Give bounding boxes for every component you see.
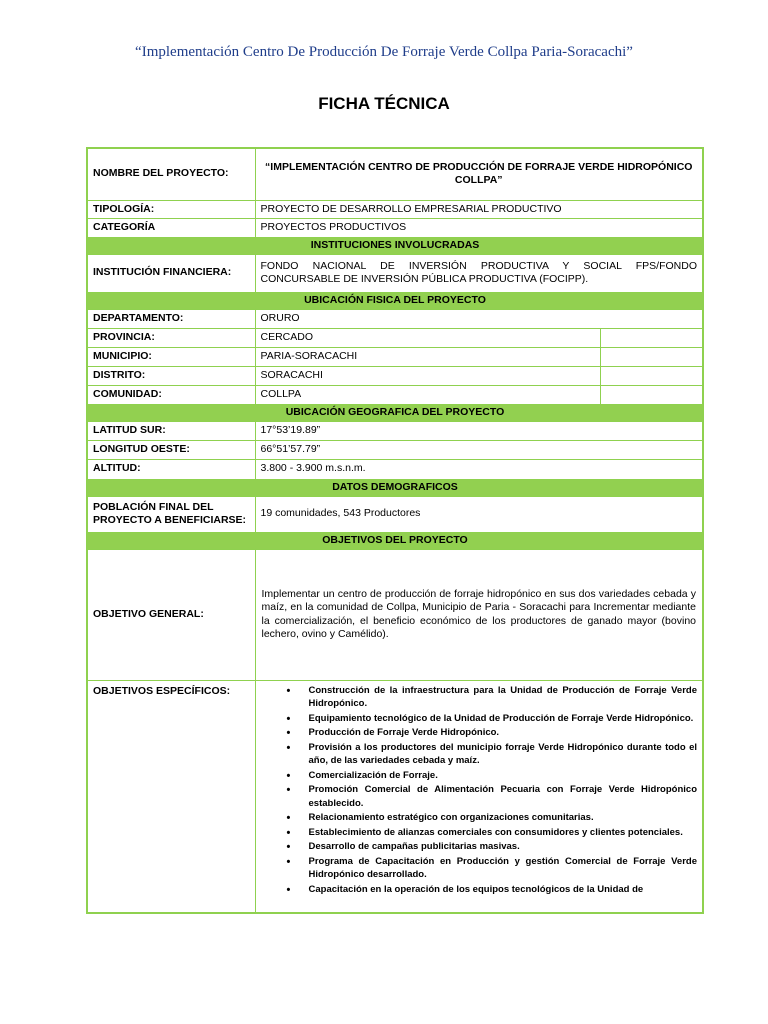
value-longitud: 66°51’57.79”	[255, 440, 703, 459]
empty-cell	[600, 366, 703, 385]
list-item: • Capacitación en la operación de los equipos tecnológicos de la Unidad de	[309, 883, 698, 896]
value-tipologia: PROYECTO DE DESARROLLO EMPRESARIAL PRODUCTIVO	[255, 200, 703, 219]
value-altitud: 3.800 - 3.900 m.s.n.m.	[255, 459, 703, 479]
row-distrito	[87, 366, 703, 385]
value-poblacion: 19 comunidades, 543 Productores	[255, 496, 703, 532]
value-nombre: “IMPLEMENTACIÓN CENTRO DE PRODUCCIÓN DE FORRAJE VERDE HIDROPÓNICO COLLPA”	[255, 148, 703, 200]
section-title: UBICACIÓN FISICA DEL PROYECTO	[87, 292, 703, 309]
list-item: • Programa de Capacitación en Producción y gestión Comercial de Forraje Verde Hidropónico desarrollado.	[309, 855, 698, 882]
label-comunidad: COMUNIDAD:	[87, 385, 255, 404]
empty-cell	[600, 347, 703, 366]
list-item: • Desarrollo de campañas publicitarias masivas.	[309, 840, 698, 853]
label-municipio: MUNICIPIO:	[87, 347, 255, 366]
section-ubicacion-geografica	[87, 404, 703, 421]
row-tipologia	[87, 200, 703, 219]
value-latitud: 17°53’19.89”	[255, 421, 703, 440]
list-item: • Comercialización de Forraje.	[309, 769, 698, 782]
row-provincia	[87, 328, 703, 347]
row-altitud	[87, 459, 703, 479]
label-categoria: CATEGORÍA	[87, 219, 255, 238]
row-comunidad	[87, 385, 703, 404]
row-municipio	[87, 347, 703, 366]
value-categoria: PROYECTOS PRODUCTIVOS	[255, 219, 703, 238]
label-tipologia: TIPOLOGÍA:	[87, 200, 255, 219]
label-poblacion: POBLACIÓN FINAL DEL PROYECTO A BENEFICIARSE:	[87, 496, 255, 532]
section-instituciones	[87, 237, 703, 254]
row-latitud	[87, 421, 703, 440]
list-item: • Promoción Comercial de Alimentación Pecuaria con Forraje Verde Hidropónico establecido.	[309, 783, 698, 810]
row-objetivos-especificos	[87, 680, 703, 913]
label-objetivo-general: OBJETIVO GENERAL:	[87, 549, 255, 680]
list-item: • Construcción de la infraestructura para la Unidad de Producción de Forraje Verde Hidropónico.	[309, 684, 698, 711]
value-provincia: CERCADO	[255, 328, 600, 347]
value-departamento: ORURO	[255, 309, 703, 328]
empty-cell	[600, 328, 703, 347]
row-departamento	[87, 309, 703, 328]
document-header: “Implementación Centro De Producción De Forraje Verde Collpa Paria-Soracachi”	[135, 44, 633, 60]
label-longitud: LONGITUD OESTE:	[87, 440, 255, 459]
section-title: OBJETIVOS DEL PROYECTO	[87, 532, 703, 549]
list-item: • Provisión a los productores del municipio forraje Verde Hidropónico durante todo el año, de las variedades cebada y maíz.	[309, 741, 698, 768]
section-ubicacion-fisica	[87, 292, 703, 309]
label-latitud: LATITUD SUR:	[87, 421, 255, 440]
section-objetivos	[87, 532, 703, 549]
value-institucion: FONDO NACIONAL DE INVERSIÓN PRODUCTIVA Y SOCIAL FPS/FONDO CONCURSABLE DE INVERSIÓN PÚBLICA PRODUCTIVA (FOCIPP).	[255, 254, 703, 292]
value-distrito: SORACACHI	[255, 366, 600, 385]
section-title: INSTITUCIONES INVOLUCRADAS	[87, 237, 703, 254]
list-item: • Producción de Forraje Verde Hidropónico.	[309, 726, 698, 739]
row-institucion	[87, 254, 703, 292]
value-comunidad: COLLPA	[255, 385, 600, 404]
label-institucion: INSTITUCIÓN FINANCIERA:	[87, 254, 255, 292]
label-departamento: DEPARTAMENTO:	[87, 309, 255, 328]
section-datos-demograficos	[87, 479, 703, 496]
row-poblacion	[87, 496, 703, 532]
row-objetivo-general	[87, 549, 703, 680]
empty-cell	[600, 385, 703, 404]
list-item: • Relacionamiento estratégico con organizaciones comunitarias.	[309, 811, 698, 824]
label-distrito: DISTRITO:	[87, 366, 255, 385]
page-title: FICHA TÉCNICA	[318, 94, 450, 113]
label-nombre: NOMBRE DEL PROYECTO:	[87, 148, 255, 200]
row-nombre	[87, 148, 703, 200]
section-title: UBICACIÓN GEOGRAFICA DEL PROYECTO	[87, 404, 703, 421]
list-item: • Equipamiento tecnológico de la Unidad de Producción de Forraje Verde Hidropónico.	[309, 712, 698, 725]
row-categoria	[87, 219, 703, 238]
objetivos-list	[261, 684, 698, 896]
section-title: DATOS DEMOGRAFICOS	[87, 479, 703, 496]
list-item: • Establecimiento de alianzas comerciales con consumidores y clientes potenciales.	[309, 826, 698, 839]
row-longitud	[87, 440, 703, 459]
label-provincia: PROVINCIA:	[87, 328, 255, 347]
technical-sheet-table	[86, 147, 704, 914]
label-altitud: ALTITUD:	[87, 459, 255, 479]
value-municipio: PARIA-SORACACHI	[255, 347, 600, 366]
value-objetivos-especificos	[255, 680, 703, 913]
label-objetivos-especificos: OBJETIVOS ESPECÍFICOS:	[87, 680, 255, 913]
value-objetivo-general: Implementar un centro de producción de forraje hidropónico en sus dos variedades cebada y maíz, en la comunidad de Collpa, Municipio de Paria - Soracachi para Incrementar mediante la comercialización, el beneficio económico de los productores de ganado mayor (bovino lechero, ovino y Camélido).	[255, 549, 703, 680]
